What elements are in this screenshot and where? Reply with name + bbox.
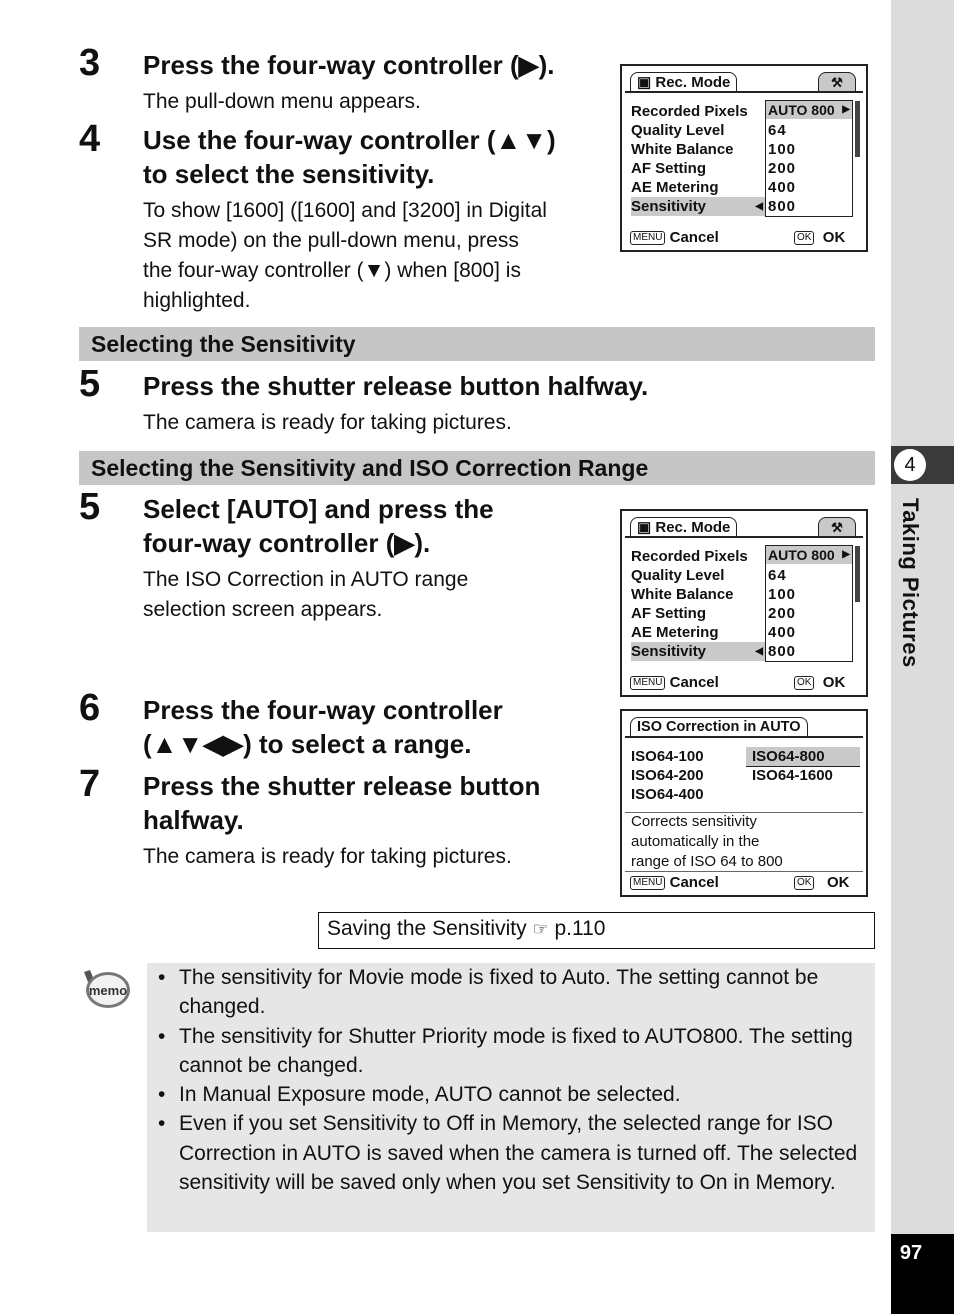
dropdown-item: 800 (768, 198, 797, 215)
rec-mode-tab (630, 72, 737, 92)
rec-mode-screen (620, 64, 868, 252)
page-reference: Saving the Sensitivity ☞ p.110 (318, 912, 875, 949)
menu-item: Recorded Pixels (631, 548, 748, 565)
divider (625, 91, 863, 93)
left-arrow-icon: ◀ (755, 201, 763, 212)
chapter-number: 4 (894, 449, 926, 481)
step-number: 7 (79, 763, 101, 805)
menu-item: Recorded Pixels (631, 103, 748, 120)
range-option: ISO64-400 (631, 786, 704, 803)
cancel-hint: MENU Cancel (630, 874, 719, 892)
memo-note: • In Manual Exposure mode, AUTO cannot be selected. (179, 1080, 875, 1109)
right-arrow-icon: ▶ (842, 104, 850, 115)
camera-icon: ▣ (637, 519, 652, 536)
rec-mode-screen (620, 509, 868, 697)
step-heading: Press the four-way controller (▶). (143, 50, 555, 80)
dropdown-list (765, 100, 853, 217)
memo-icon (80, 966, 132, 1010)
svg-text:memo: memo (88, 983, 128, 998)
dropdown-item: 400 (768, 624, 797, 641)
dropdown-item: 100 (768, 586, 797, 603)
left-arrow-icon: ◀ (755, 646, 763, 657)
tab-label: Rec. Mode (655, 74, 731, 91)
step-body: The ISO Correction in AUTO range (143, 568, 469, 591)
cancel-hint: MENU Cancel (630, 229, 719, 247)
step-heading: Press the shutter release button (143, 771, 541, 801)
dropdown-current: AUTO 800 ▶ (768, 102, 850, 118)
chapter-title: Taking Pictures (898, 498, 923, 668)
ok-hint: OK OK (794, 874, 849, 892)
page-number: 97 (899, 1242, 923, 1264)
range-option: ISO64-100 (631, 748, 704, 765)
menu-item: AF Setting (631, 160, 706, 177)
dropdown-item: 200 (768, 605, 797, 622)
menu-item-selected: Sensitivity ◀ (631, 643, 763, 660)
dropdown-item: 400 (768, 179, 797, 196)
right-arrow-icon: ▶ (842, 549, 850, 560)
rec-mode-tab (630, 517, 737, 537)
cancel-hint: MENU Cancel (630, 674, 719, 692)
menu-item: Quality Level (631, 567, 725, 584)
step-body: The camera is ready for taking pictures. (143, 845, 512, 868)
ok-key-icon: OK (794, 676, 814, 690)
step-body: selection screen appears. (143, 598, 383, 621)
tab-label: Rec. Mode (655, 519, 731, 536)
menu-item: Quality Level (631, 122, 725, 139)
divider (625, 871, 863, 872)
step-body: The camera is ready for taking pictures. (143, 411, 512, 434)
menu-key-icon: MENU (630, 676, 665, 690)
menu-item: AE Metering (631, 179, 719, 196)
camera-icon: ▣ (637, 74, 652, 91)
scrollbar (855, 101, 860, 157)
memo-note: • The sensitivity for Movie mode is fixed to Auto. The setting cannot be changed. (179, 963, 875, 1022)
step-heading: Select [AUTO] and press the (143, 494, 494, 524)
range-option: ISO64-1600 (752, 767, 833, 784)
iso-correction-screen (620, 709, 868, 897)
memo-notes (147, 963, 875, 1232)
divider (625, 536, 863, 538)
step-body: The pull-down menu appears. (143, 90, 421, 113)
step-body: SR mode) on the pull-down menu, press (143, 229, 519, 252)
range-option-selected: ISO64-800 (746, 747, 860, 767)
divider (625, 736, 863, 738)
menu-item: AF Setting (631, 605, 706, 622)
range-option: ISO64-200 (631, 767, 704, 784)
dropdown-list (765, 545, 853, 662)
dropdown-item: 64 (768, 567, 787, 584)
memo-note: • The sensitivity for Shutter Priority mode is fixed to AUTO800. The setting cannot be changed. (179, 1022, 875, 1081)
step-number: 5 (79, 486, 101, 528)
pointing-hand-icon: ☞ (532, 919, 549, 939)
section-bar: Selecting the Sensitivity and ISO Correction Range (79, 451, 875, 485)
step-body: highlighted. (143, 289, 251, 312)
dropdown-current: AUTO 800 ▶ (768, 547, 850, 563)
wrench-icon: ⚒ (818, 517, 856, 537)
menu-item: AE Metering (631, 624, 719, 641)
step-heading: Use the four-way controller (▲▼) (143, 125, 556, 155)
menu-item: White Balance (631, 141, 734, 158)
description-line: range of ISO 64 to 800 (631, 853, 783, 870)
dropdown-item: 800 (768, 643, 797, 660)
ok-hint: OK OK (794, 674, 845, 692)
dropdown-item: 200 (768, 160, 797, 177)
step-heading: four-way controller (▶). (143, 528, 431, 558)
step-number: 6 (79, 687, 101, 729)
step-body: the four-way controller (▼) when [800] is (143, 259, 521, 282)
ok-hint: OK OK (794, 229, 845, 247)
menu-item: White Balance (631, 586, 734, 603)
ok-key-icon: OK (794, 231, 814, 245)
step-number: 3 (79, 42, 101, 84)
memo-note: • Even if you set Sensitivity to Off in Memory, the selected range for ISO Correction in AUTO is saved when the camera is turned off. The selected sensitivity will be saved only when you set Sensitivity to On in Memory. (179, 1109, 875, 1197)
step-heading: to select the sensitivity. (143, 159, 435, 189)
step-number: 4 (79, 118, 101, 160)
section-bar: Selecting the Sensitivity (79, 327, 875, 361)
step-heading: Press the shutter release button halfway. (143, 371, 649, 401)
dropdown-item: 64 (768, 122, 787, 139)
step-body: To show [1600] ([1600] and [3200] in Digital (143, 199, 547, 222)
menu-key-icon: MENU (630, 876, 665, 890)
ok-key-icon: OK (794, 876, 814, 890)
menu-item-selected: Sensitivity ◀ (631, 198, 763, 215)
scrollbar (855, 546, 860, 602)
step-number: 5 (79, 363, 101, 405)
step-heading: (▲▼◀▶) to select a range. (143, 729, 472, 759)
step-heading: Press the four-way controller (143, 695, 503, 725)
description-line: Corrects sensitivity (631, 813, 757, 830)
menu-key-icon: MENU (630, 231, 665, 245)
iso-correction-tab: ISO Correction in AUTO (630, 717, 808, 737)
dropdown-item: 100 (768, 141, 797, 158)
wrench-icon: ⚒ (818, 72, 856, 92)
description-line: automatically in the (631, 833, 760, 850)
step-heading: halfway. (143, 805, 244, 835)
